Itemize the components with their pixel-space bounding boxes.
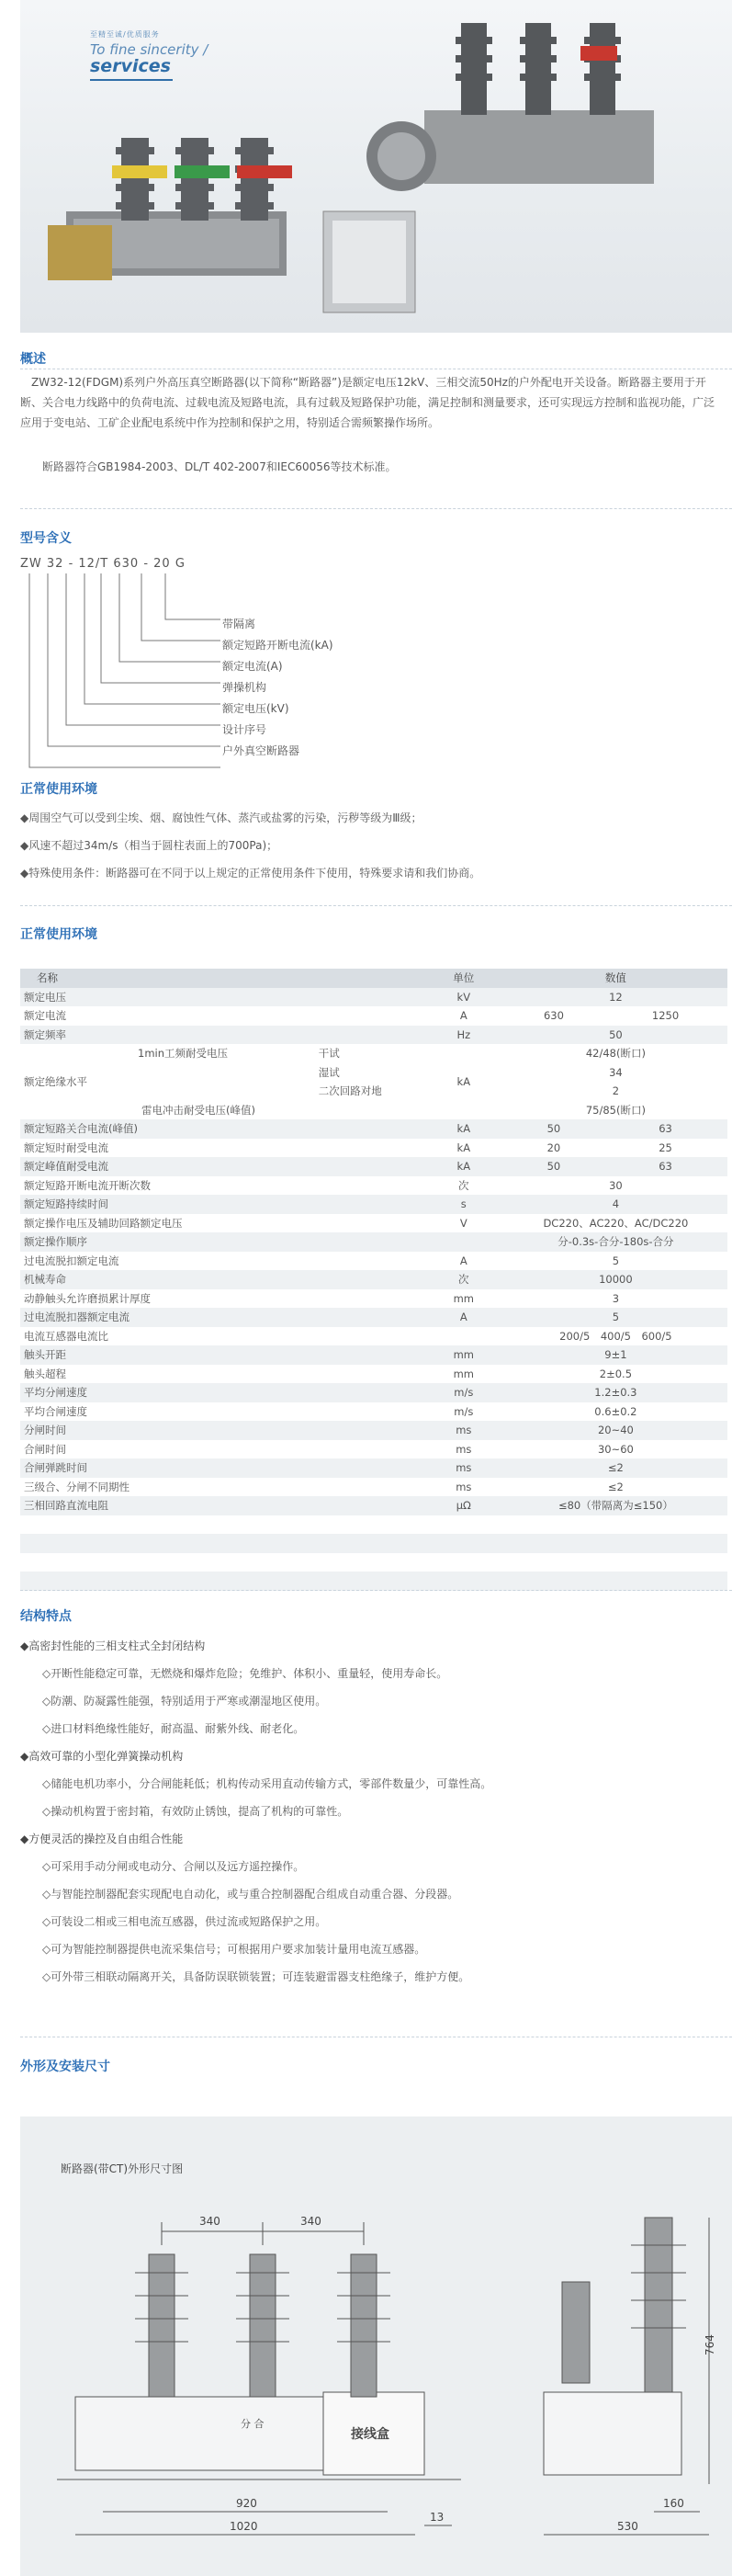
table-row: 平均分闸速度 m/s 1.2±0.3 — [20, 1383, 727, 1402]
feature-item: ◇储能电机功率小，分合闸能耗低；机构传动采用直动传输方式，零部件数量少，可靠性高。 — [42, 1777, 492, 1790]
model-label: 带隔离 — [222, 618, 256, 630]
divider — [20, 1590, 732, 1591]
table-row: 额定频率 Hz 50 — [20, 1026, 727, 1045]
table-row: 触头开距 mm 9±1 — [20, 1345, 727, 1365]
model-label: 额定电流(A) — [222, 660, 283, 673]
model-label: 弹操机构 — [222, 681, 267, 694]
table-row: 三级合、分闸不同期性 ms ≤2 — [24, 1480, 624, 1493]
insulators-left — [116, 138, 274, 221]
table-row: 额定电压 kV 12 — [20, 988, 727, 1007]
table-row — [20, 1572, 727, 1591]
table-row: 过电流脱扣额定电流 A 5 — [24, 1254, 620, 1267]
dim-label-340-a: 340 — [199, 2215, 220, 2228]
table-row: 额定短路开断电流开断次数 次 30 — [24, 1178, 623, 1192]
col-unit: 单位 — [423, 969, 504, 988]
feature-group-title: ◆高效可靠的小型化弹簧操动机构 — [20, 1750, 184, 1763]
hero-tagline — [90, 29, 208, 81]
table-row: 分闸时间 ms 20~40 — [20, 1421, 727, 1440]
table-row — [20, 1515, 727, 1535]
model-label: 设计序号 — [222, 723, 267, 736]
feature-item: ◇进口材料绝缘性能好，耐高温、耐紫外线、耐老化。 — [42, 1722, 305, 1735]
dim-label-1020: 1020 — [230, 2520, 258, 2533]
table-row: 额定短路持续时间 s 4 — [20, 1195, 727, 1214]
model-label: 额定短路开断电流(kA) — [222, 639, 333, 652]
feature-item: ◇可外带三相联动隔离开关，具备防误联锁装置；可连装避雷器支柱绝缘子，维护方便。 — [42, 1970, 470, 1983]
model-heading: 型号含义 — [20, 531, 72, 546]
dim-label-160: 160 — [663, 2497, 684, 2510]
table-row: 雷电冲击耐受电压(峰值) 75/85(断口) — [141, 1103, 646, 1117]
dimensions-heading: 外形及安装尺寸 — [20, 2060, 110, 2074]
table-row: 动静触头允许磨损累计厚度 mm 3 — [24, 1291, 620, 1305]
overview-heading: 概述 — [20, 352, 46, 367]
overview-paragraph-1: ZW32-12(FDGM)系列户外高压真空断路器(以下简称“断路器”)是额定电压12kV、三相交流50Hz的户外配电开关设备。断路器主要用于开断、关合电力线路中的负荷电流、过载电流及短路电流，具有过载及短路保护功能，满足控制和测量要求，还可实现远方控制和监视功能，广泛应用于变电站、工矿企业配电系统中作为控制和保护之用，特别适合需频繁操作场所。 — [20, 376, 715, 429]
table-row: 平均合闸速度 m/s 0.6±0.2 — [24, 1404, 637, 1418]
table-row: 三相回路直流电阻 μΩ ≤80（带隔离为≤150） — [20, 1496, 727, 1515]
dimension-drawing-panel — [20, 2116, 732, 2576]
dim-label-340-b: 340 — [300, 2215, 321, 2228]
divider — [20, 905, 732, 906]
environment-item: ◆风速不超过34m/s（相当于圆柱表面上的700Pa)； — [20, 839, 278, 852]
table-row: 额定电流 A 630 1250 — [24, 1009, 680, 1023]
model-label — [222, 762, 333, 783]
dim-label-13: 13 — [430, 2511, 445, 2524]
breaker-nameplate-box — [48, 225, 112, 280]
insulators-right — [456, 23, 621, 115]
overview-paragraph-2: 断路器符合GB1984-2003、DL/T 402-2007和IEC60056等技术标准。 — [42, 460, 397, 473]
table-row: 过电流脱扣器额定电流 A 5 — [20, 1308, 727, 1327]
dimension-caption: 断路器(带CT)外形尺寸图 — [61, 2162, 184, 2175]
dim-label-530: 530 — [617, 2520, 638, 2533]
table-row: 额定峰值耐受电流 kA 50 63 — [20, 1157, 727, 1176]
table-row — [20, 1534, 727, 1553]
feature-item: ◇可为智能控制器提供电流采集信号；可根据用户要求加装计量用电流互感器。 — [42, 1943, 426, 1956]
hero-banner — [20, 0, 732, 333]
divider — [20, 508, 732, 509]
model-label: 额定电压(kV) — [222, 702, 289, 715]
hero-tagline-cn: 至精至诚/优质服务 — [90, 30, 160, 39]
table-row: 二次回路对地 2 — [318, 1084, 620, 1098]
table-row — [20, 1553, 727, 1572]
table-row: 机械寿命 次 10000 — [20, 1270, 727, 1289]
side-insulator — [645, 2218, 672, 2392]
environment-heading: 正常使用环境 — [20, 782, 97, 797]
feature-item: ◇开断性能稳定可靠，无燃烧和爆炸危险；免维护、体积小、重量轻，使用寿命长。 — [42, 1667, 448, 1680]
table-row: 湿试 34 — [318, 1065, 623, 1079]
feature-group-title: ◆方便灵活的操控及自由组合性能 — [20, 1833, 184, 1845]
table-row: 电流互感器电流比 200/5 400/5 600/5 — [24, 1329, 672, 1343]
feature-item: ◇可装设二相或三相电流互感器，供过流或短路保护之用。 — [42, 1915, 327, 1928]
feature-item: ◇操动机构置于密封箱，有效防止锈蚀，提高了机构的可靠性。 — [42, 1805, 349, 1818]
side-view-tank — [544, 2392, 681, 2475]
hero-tagline-en: To fine sincerity / — [90, 41, 208, 58]
table-row: 额定短路关合电流(峰值) kA 50 63 — [20, 1119, 727, 1139]
model-legend — [222, 614, 333, 783]
model-label: 户外真空断路器 — [222, 744, 300, 757]
model-diagram-lines — [20, 572, 231, 783]
table-row: 额定操作电压及辅助回路额定电压 V DC220、AC220、AC/DC220 — [24, 1216, 689, 1230]
dim-label-764: 764 — [704, 2334, 716, 2355]
spec-heading: 正常使用环境 — [20, 927, 97, 942]
plate-label: 分 合 — [241, 2418, 265, 2430]
table-row: 触头超程 mm 2±0.5 — [24, 1367, 633, 1380]
model-code: ZW 32 - 12/T 630 - 20 G — [20, 557, 186, 571]
environment-item: ◆周围空气可以受到尘埃、烟、腐蚀性气体、蒸汽或盐雾的污染，污秽等级为Ⅲ级； — [20, 811, 422, 824]
col-value: 数值 — [504, 969, 727, 988]
table-row: 额定操作顺序 分-0.3s-合分-180s-合分 — [20, 1232, 727, 1252]
table-header-row — [20, 969, 727, 988]
hero-tagline-services: services — [90, 56, 171, 76]
table-row: 合闸弹跳时间 ms ≤2 — [20, 1458, 727, 1478]
front-insulators — [135, 2254, 390, 2397]
dimension-drawing — [20, 2116, 732, 2576]
breaker-tank-right — [424, 110, 654, 184]
junction-box-label: 接线盒 — [351, 2427, 389, 2442]
table-row: 额定绝缘水平 1min工频耐受电压 干试 kA 42/48(断口) — [24, 1047, 646, 1088]
spec-table — [20, 969, 727, 1591]
feature-item: ◇可采用手动分闸或电动分、合闸以及远方遥控操作。 — [42, 1860, 305, 1873]
environment-item: ◆特殊使用条件：断路器可在不同于以上规定的正常使用条件下使用，特殊要求请和我们协商。 — [20, 867, 481, 879]
dim-label-920: 920 — [236, 2497, 257, 2510]
feature-item: ◇与智能控制器配套实现配电自动化，或与重合控制器配合组成自动重合器、分段器。 — [42, 1888, 459, 1901]
feature-group-title: ◆高密封性能的三相支柱式全封闭结构 — [20, 1640, 206, 1652]
table-row: 合闸时间 ms 30~60 — [24, 1442, 634, 1456]
features-heading: 结构特点 — [20, 1609, 72, 1624]
table-row: 额定短时耐受电流 kA 20 25 — [24, 1140, 672, 1154]
feature-item: ◇防潮、防凝露性能强，特别适用于严寒或潮湿地区使用。 — [42, 1695, 327, 1708]
col-name: 名称 — [20, 969, 423, 988]
